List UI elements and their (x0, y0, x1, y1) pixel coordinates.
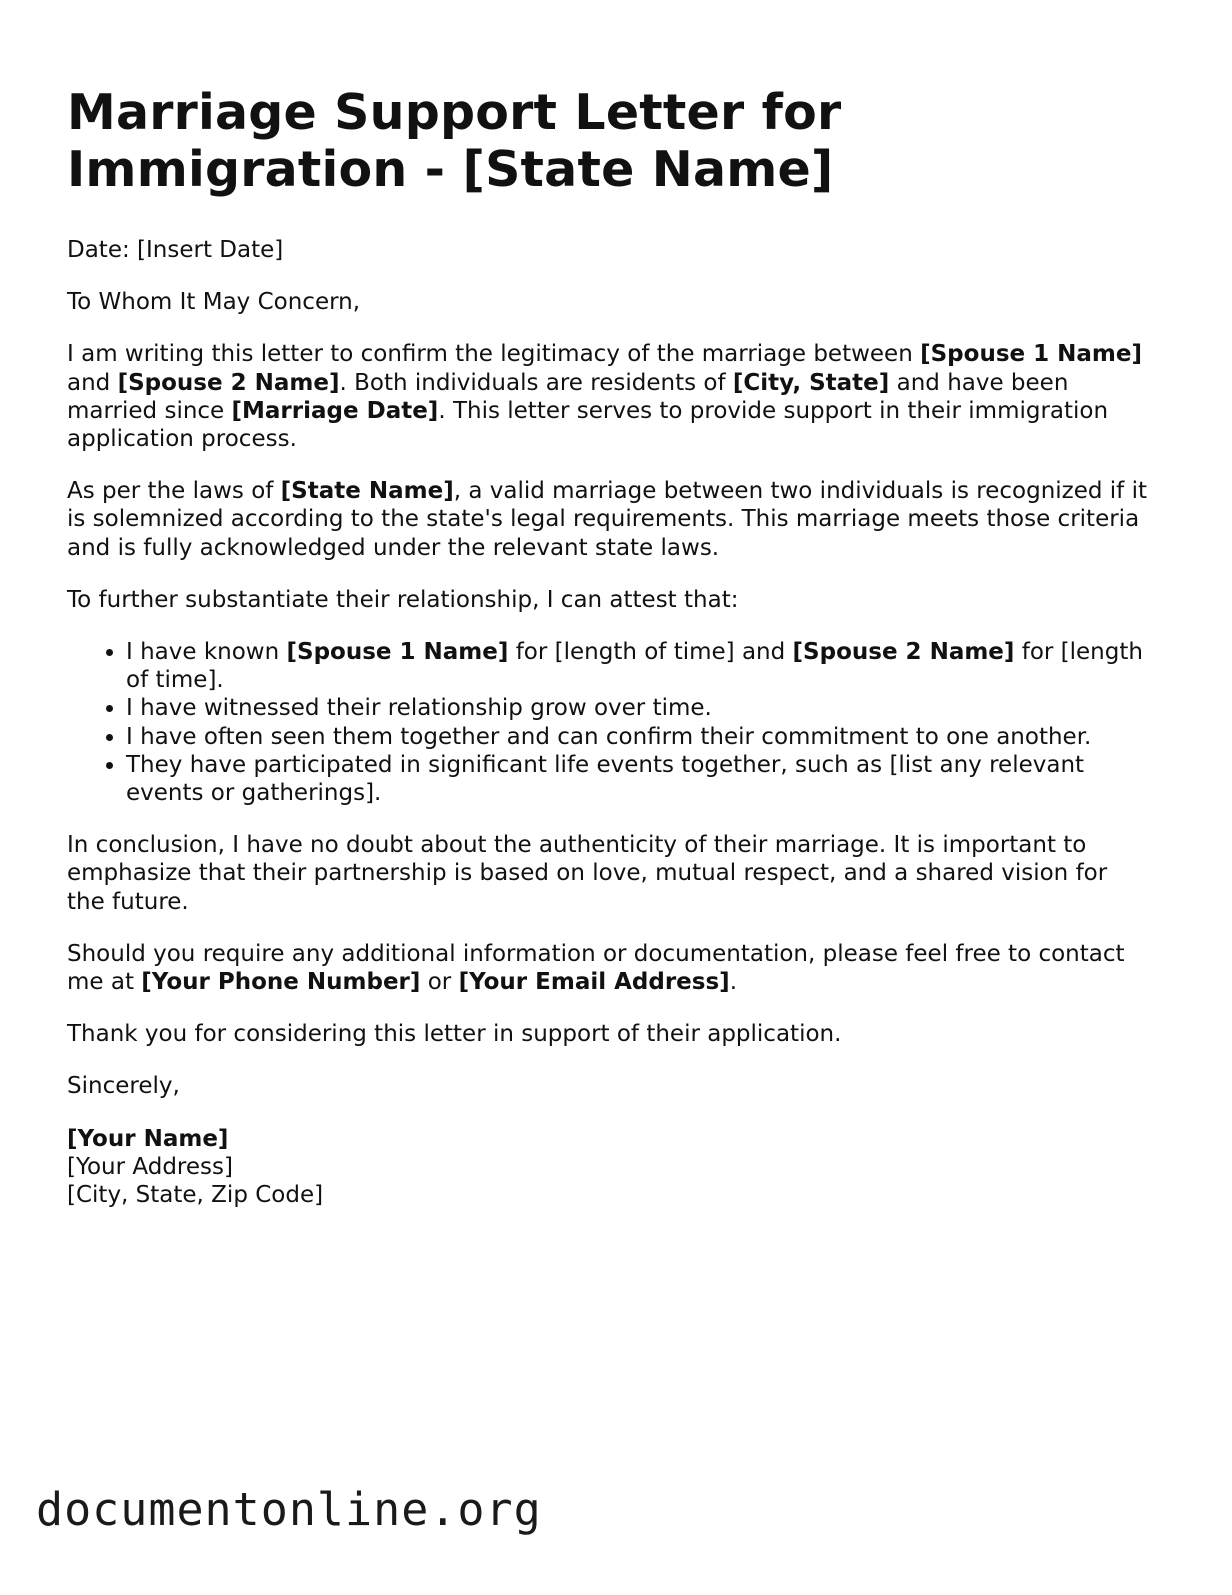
attest-intro-paragraph: To further substantiate their relationship, I can attest that: (67, 586, 739, 613)
closing: Sincerely, (67, 1073, 180, 1100)
text-run: . Both individuals are residents of (339, 369, 733, 396)
city-state-placeholder: [City, State] (732, 369, 890, 396)
email-placeholder: [Your Email Address] (458, 969, 730, 996)
list-item: • They have participated in significant life events together, such as [list any relevant events or gatherings]. (126, 751, 1147, 807)
marriage-date-placeholder: [Marriage Date] (231, 397, 439, 424)
state-name-placeholder: [State Name] (280, 478, 454, 505)
spouse-1-placeholder: [Spouse 1 Name] (286, 639, 509, 666)
attestation-list (67, 638, 1147, 807)
phone-placeholder: [Your Phone Number] (141, 969, 421, 996)
list-item: • I have witnessed their relationship grow over time. (126, 694, 1147, 722)
text-run: and (67, 369, 118, 396)
list-item (126, 638, 1147, 694)
spouse-2-placeholder: [Spouse 2 Name] (117, 369, 340, 396)
signature-block (67, 1125, 1147, 1210)
intro-paragraph (67, 340, 1147, 453)
text-run: , a valid marriage between two individuals is recognized if it is solemnized according to the state's legal requirements. This marriage meets those criteria and is fully acknowledged under the relevant state laws. (67, 478, 1147, 561)
text-run: Should you require any additional information or documentation, please feel free to contact me at (67, 940, 1125, 996)
signer-city: [City, State, Zip Code] (67, 1182, 324, 1209)
list-item: • I have often seen them together and can confirm their commitment to one another. (126, 723, 1147, 751)
spouse-1-placeholder: [Spouse 1 Name] (920, 341, 1142, 368)
spouse-2-placeholder: [Spouse 2 Name] (792, 639, 1015, 666)
thanks-paragraph: Thank you for considering this letter in support of their application. (67, 1021, 842, 1048)
letter-title: Marriage Support Letter for Immigration - [State Name] (67, 84, 842, 198)
contact-paragraph (67, 940, 1147, 996)
text-run: . (729, 969, 737, 996)
date-line: Date: [Insert Date] (67, 237, 284, 263)
salutation: To Whom It May Concern, (67, 289, 361, 316)
text-run: I have known (126, 639, 287, 666)
law-paragraph (67, 477, 1147, 562)
text-run: I am writing this letter to confirm the legitimacy of the marriage between (67, 341, 921, 368)
text-run: for [length of time] and (508, 639, 793, 666)
text-run: . This letter serves to provide support in their immigration application process. (67, 397, 1109, 453)
signer-address: [Your Address] (67, 1153, 233, 1180)
letter-page (67, 84, 1147, 1209)
text-run: for [length of time]. (126, 639, 1143, 694)
signer-name: [Your Name] (67, 1125, 229, 1152)
text-run: As per the laws of (67, 478, 281, 505)
text-run: or (420, 969, 459, 996)
conclusion-paragraph: In conclusion, I have no doubt about the authenticity of their marriage. It is important to emphasize that their partnership is based on love, mutual respect, and a shared vision for the future. (67, 832, 1108, 915)
text-run: and have been married since (67, 369, 1069, 424)
watermark: documentonline.org (36, 1483, 542, 1536)
